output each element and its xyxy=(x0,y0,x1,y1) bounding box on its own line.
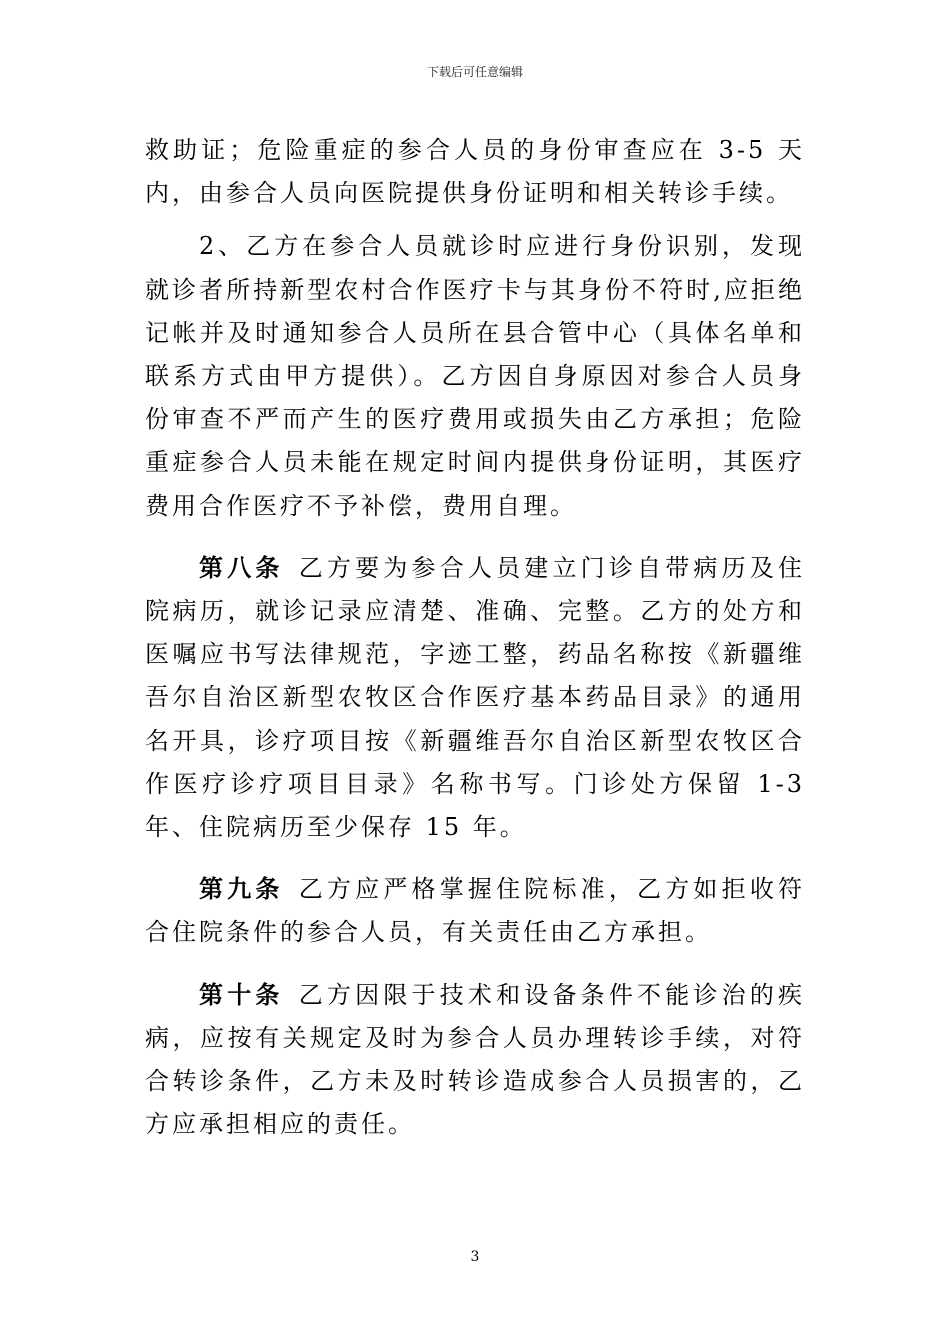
paragraph-text: 救助证；危险重症的参合人员的身份审查应在 3-5 天内，由参合人员向医院提供身份证明和相关转诊手续。 xyxy=(145,136,805,208)
page-header: 下载后可任意编辑 xyxy=(426,65,523,79)
article-text: 乙方应严格掌握住院标准，乙方如拒收符合住院条件的参合人员，有关责任由乙方承担。 xyxy=(145,875,806,947)
article-text: 乙方因限于技术和设备条件不能诊治的疾病，应按有关规定及时为参合人员办理转诊手续，对符合转诊条件，乙方未及时转诊造成参合人员损害的，乙方应承担相应的责任。 xyxy=(145,980,806,1139)
paragraph-item-2 xyxy=(145,225,805,527)
paragraph-text: 2、乙方在参合人员就诊时应进行身份识别，发现就诊者所持新型农村合作医疗卡与其身份不符时,应拒绝记帐并及时通知参合人员所在县合管中心（具体名单和联系方式由甲方提供）。乙方因自身原因对参合人员身份审查不严而产生的医疗费用或损失由乙方承担；危险重症参合人员未能在规定时间内提供身份证明，其医疗费用合作医疗不予补偿，费用自理。 xyxy=(145,232,805,520)
article-heading: 第九条 xyxy=(199,874,284,904)
paragraph-continuation xyxy=(145,129,805,215)
article-10 xyxy=(145,973,805,1147)
article-text: 乙方要为参合人员建立门诊自带病历及住院病历，就诊记录应清楚、准确、完整。乙方的处方和医嘱应书写法律规范，字迹工整，药品名称按《新疆维吾尔自治区新型农牧区合作医疗基本药品目录》的通用名开具，诊疗项目按《新疆维吾尔自治区新型农牧区合作医疗诊疗项目目录》名称书写。门诊处方保留 1-3 年、住院病历至少保存 15 年。 xyxy=(145,553,806,842)
article-heading: 第十条 xyxy=(199,979,284,1009)
article-8 xyxy=(145,546,805,849)
document-body xyxy=(145,129,805,1146)
article-heading: 第八条 xyxy=(199,552,284,582)
article-9 xyxy=(145,867,805,954)
page-number: 3 xyxy=(470,1249,480,1265)
